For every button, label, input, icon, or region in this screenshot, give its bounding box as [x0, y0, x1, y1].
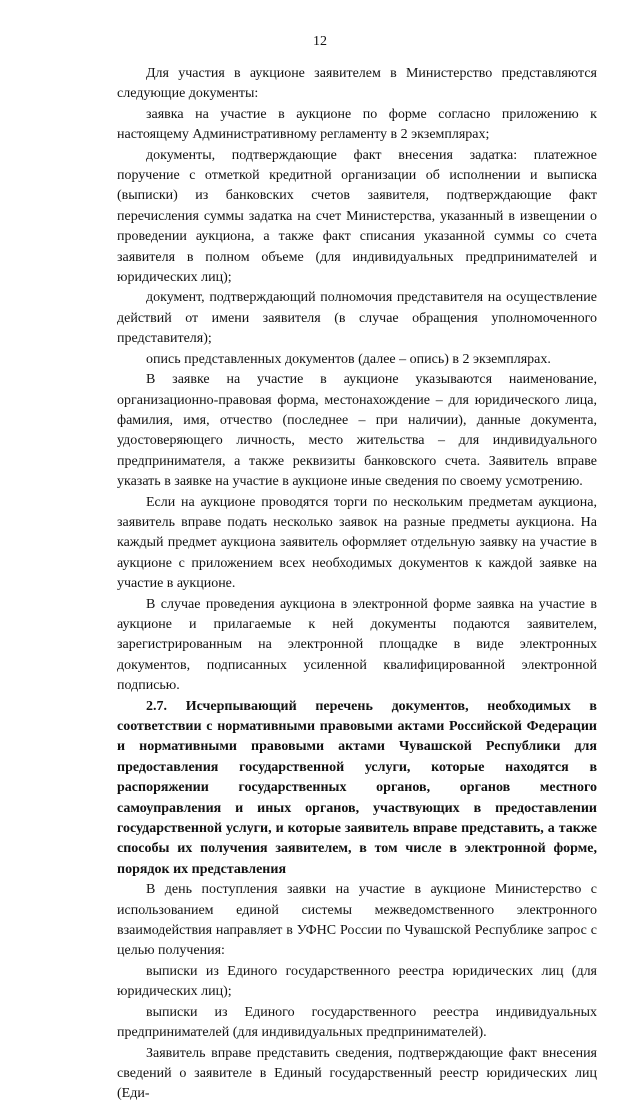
- paragraph-egrip-extract: выписки из Единого государственного реестра индивидуальных предпринимателей (для индивидуальных предпринимателей).: [117, 1004, 597, 1041]
- paragraph-multiple-lots: Если на аукционе проводятся торги по нескольким предметам аукциона, заявитель вправе подать несколько заявок на разные предметы аукциона. На каждый предмет аукциона заявитель оформляет отдельную заявку на участие в аукционе с приложением всех необходимых документов к каждой заявке на участие в аукционе.: [117, 494, 597, 592]
- document-body: [117, 64, 597, 1105]
- paragraph-electronic-auction: В случае проведения аукциона в электронной форме заявка на участие в аукционе и прилагаемые к ней документы подаются заявителем, зарегистрированным на электронной площадке в виде электронных документов, подписанных усиленной квалифицированной электронной подписью.: [117, 596, 597, 694]
- paragraph-inventory: опись представленных документов (далее – опись) в 2 экземплярах.: [146, 351, 551, 367]
- paragraph-egrul-extract: выписки из Единого государственного реестра юридических лиц (для юридических лиц);: [117, 963, 597, 1000]
- page-number: 12: [313, 34, 327, 49]
- paragraph-application-form: заявка на участие в аукционе по форме согласно приложению к настоящему Административному регламенту в 2 экземплярах;: [117, 106, 597, 143]
- paragraph-deposit-documents: документы, подтверждающие факт внесения задатка: платежное поручение с отметкой кредитной организации об исполнении и выписка (выписки) из банковских счетов заявителя, подтверждающие факт перечисления суммы задатка на счет Министерства, указанный в извещении о проведении аукциона, а также факт списания указанной суммы со счета заявителя в полном объеме (для индивидуальных предпринимателей и юридических лиц);: [117, 147, 597, 286]
- section-heading-2-7: 2.7. Исчерпывающий перечень документов, необходимых в соответствии с нормативными правовыми актами Российской Федерации и нормативными правовыми актами Чувашской Республики для предоставления государственной услуги, которые находятся в распоряжении государственных органов, органов местного самоуправления и иных органов, участвующих в предоставлении государственной услуги, и которые заявитель вправе представить, а также способы их получения заявителем, в том числе в электронной форме, порядок их представления: [117, 698, 597, 877]
- paragraph-documents-intro: Для участия в аукционе заявителем в Министерство представляются следующие документы:: [117, 66, 597, 102]
- paragraph-interagency-request: В день поступления заявки на участие в аукционе Министерство с использованием единой системы межведомственного электронного взаимодействия направляет в УФНС России по Чувашской Республике запрос с целью получения:: [117, 882, 597, 959]
- paragraph-power-of-attorney: документ, подтверждающий полномочия представителя на осуществление действий от имени заявителя (в случае обращения уполномоченного представителя);: [117, 290, 597, 347]
- paragraph-application-contents: В заявке на участие в аукционе указываются наименование, организационно-правовая форма, местонахождение – для юридического лица, фамилия, имя, отчество (последнее – при наличии), данные документа, удостоверяющего личность, место жительства – для индивидуального предпринимателя, а также реквизиты банковского счета. Заявитель вправе указать в заявке на участие в аукционе иные сведения по своему усмотрению.: [117, 372, 597, 490]
- paragraph-applicant-may-submit: Заявитель вправе представить сведения, подтверждающие факт внесения сведений о заявителе в Единый государственный реестр юридических лиц (Еди-: [117, 1045, 597, 1102]
